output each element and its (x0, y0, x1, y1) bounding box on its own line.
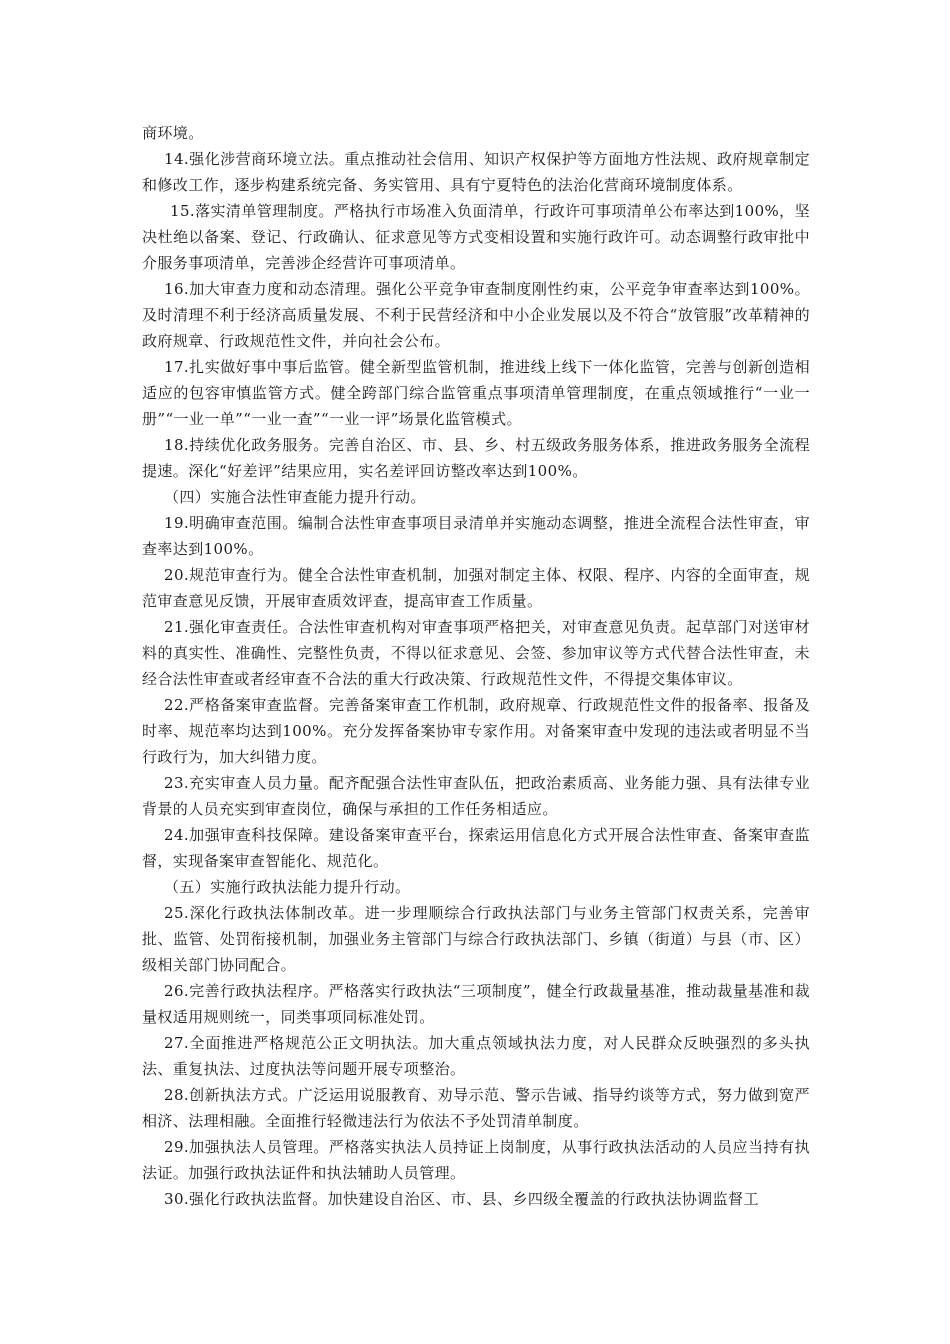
paragraph-item-24: 24.加强审查科技保障。建设备案审查平台，探索运用信息化方式开展合法性审查、备案审查监督，实现备案审查智能化、规范化。 (142, 826, 810, 870)
paragraph-item-21: 21.强化审查责任。合法性审查机构对审查事项严格把关，对审查意见负责。起草部门对送审材料的真实性、准确性、完整性负责，不得以征求意见、会签、参加审议等方式代替合法性审查，未经合法性审查或者经审查不合法的重大行政决策、行政规范性文件，不得提交集体审议。 (142, 618, 810, 688)
section-heading-5: （五）实施行政执法能力提升行动。 (164, 878, 411, 896)
paragraph-item-20: 20.规范审查行为。健全合法性审查机制，加强对制定主体、权限、程序、内容的全面审查，规范审查意见反馈，开展审查质效评查，提高审查工作质量。 (142, 566, 810, 610)
paragraph-item-25: 25.深化行政执法体制改革。进一步理顺综合行政执法部门与业务主管部门权责关系，完善审批、监管、处罚衔接机制，加强业务主管部门与综合行政执法部门、乡镇（街道）与县（市、区）级相关部门协同配合。 (142, 904, 810, 974)
paragraph-item-27: 27.全面推进严格规范公正文明执法。加大重点领域执法力度，对人民群众反映强烈的多头执法、重复执法、过度执法等问题开展专项整治。 (142, 1034, 810, 1078)
paragraph-item-19: 19.明确审查范围。编制合法性审查事项目录清单并实施动态调整，推进全流程合法性审查，审查率达到100%。 (142, 514, 810, 558)
paragraph-item-15: 15.落实清单管理制度。严格执行市场准入负面清单，行政许可事项清单公布率达到100%，坚决杜绝以备案、登记、行政确认、征求意见等方式变相设置和实施行政许可。动态调整行政审批中介服务事项清单，完善涉企经营许可事项清单。 (142, 202, 810, 272)
paragraph-item-30: 30.强化行政执法监督。加快建设自治区、市、县、乡四级全覆盖的行政执法协调监督工 (164, 1190, 759, 1208)
paragraph-item-16: 16.加大审查力度和动态清理。强化公平竞争审查制度刚性约束，公平竞争审查率达到100%。及时清理不利于经济高质量发展、不利于民营经济和中小企业发展以及不符合“放管服”改革精神的政府规章、行政规范性文件，并向社会公布。 (142, 280, 810, 350)
paragraph-continuation: 商环境。 (142, 124, 204, 142)
paragraph-item-26: 26.完善行政执法程序。严格落实行政执法“三项制度”，健全行政裁量基准，推动裁量基准和裁量权适用规则统一，同类事项同标准处罚。 (142, 982, 810, 1026)
paragraph-item-18: 18.持续优化政务服务。完善自治区、市、县、乡、村五级政务服务体系，推进政务服务全流程提速。深化“好差评”结果应用，实名差评回访整改率达到100%。 (142, 436, 810, 480)
paragraph-item-28: 28.创新执法方式。广泛运用说服教育、劝导示范、警示告诫、指导约谈等方式，努力做到宽严相济、法理相融。全面推行轻微违法行为依法不予处罚清单制度。 (142, 1086, 810, 1130)
paragraph-item-17: 17.扎实做好事中事后监管。健全新型监管机制，推进线上线下一体化监管，完善与创新创造相适应的包容审慎监管方式。健全跨部门综合监管重点事项清单管理制度，在重点领域推行“一业一册”“一业一单”“一业一查”“一业一评”场景化监管模式。 (142, 358, 810, 428)
paragraph-item-29: 29.加强执法人员管理。严格落实执法人员持证上岗制度，从事行政执法活动的人员应当持有执法证。加强行政执法证件和执法辅助人员管理。 (142, 1138, 810, 1182)
paragraph-item-14: 14.强化涉营商环境立法。重点推动社会信用、知识产权保护等方面地方性法规、政府规章制定和修改工作，逐步构建系统完备、务实管用、具有宁夏特色的法治化营商环境制度体系。 (142, 150, 810, 194)
document-page (142, 120, 810, 1212)
paragraph-item-22: 22.严格备案审查监督。完善备案审查工作机制，政府规章、行政规范性文件的报备率、报备及时率、规范率均达到100%。充分发挥备案协审专家作用。对备案审查中发现的违法或者明显不当行政行为，加大纠错力度。 (142, 696, 810, 766)
paragraph-item-23: 23.充实审查人员力量。配齐配强合法性审查队伍，把政治素质高、业务能力强、具有法律专业背景的人员充实到审查岗位，确保与承担的工作任务相适应。 (142, 774, 810, 818)
section-heading-4: （四）实施合法性审查能力提升行动。 (164, 488, 426, 506)
